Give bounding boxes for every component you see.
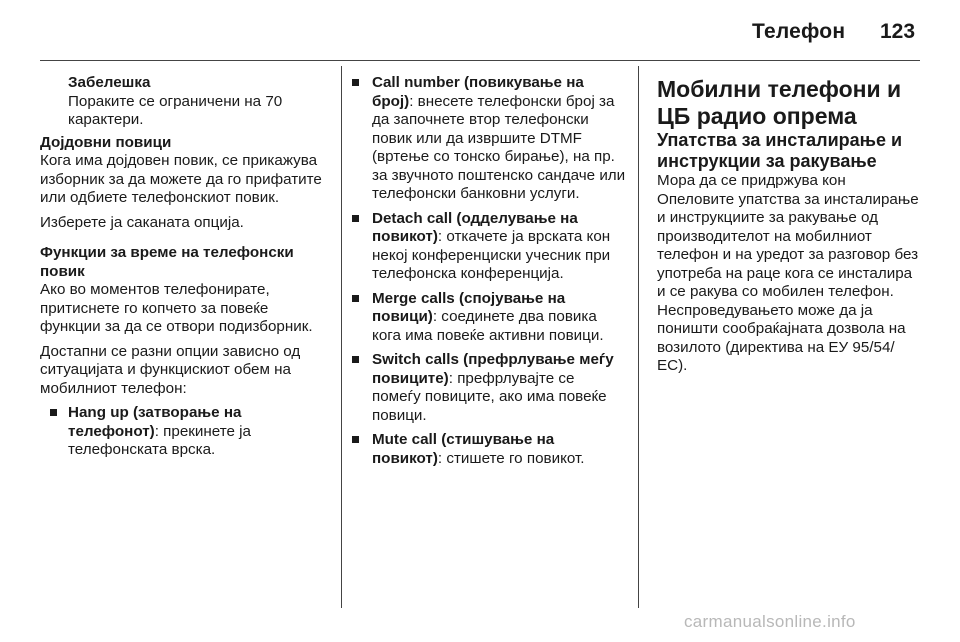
list-item-label: Merge calls (спојување на повици) — [372, 289, 566, 325]
bullet-icon — [352, 215, 359, 222]
installation-subheading: Упатства за инсталирање и инструкции за ракување — [657, 130, 903, 171]
installation-text: Мора да се придржува кон Опеловите упатства за инсталирање и инструкциите за ракување од производителот на мобилниот телефон и на уредот за разговор без употреба на раце кога се инсталира и се ракува со мобилен телефон. — [657, 172, 919, 300]
list-item — [344, 431, 626, 468]
note-title: Забелешка — [68, 74, 151, 91]
column-divider-2 — [638, 66, 639, 608]
watermark: carmanualsonline.info — [684, 612, 856, 631]
list-item-desc: : соединете два повика кога има повеќе активни повици. — [372, 308, 604, 344]
note-text: Пораките се ограничени на 70 карактери. — [68, 92, 283, 128]
list-item-desc: : стишете го повикот. — [437, 449, 585, 467]
note-box — [40, 74, 330, 130]
incoming-calls-choose: Изберете ја саканата опција. — [40, 213, 244, 231]
call-functions-options: Достапни се разни опции зависно од ситуацијата и функцискиот обем на мобилниот телефон: — [40, 342, 301, 397]
list-item — [344, 351, 626, 425]
list-item-desc: : откачете ја врската кон некој конференциски учесник при телефонска конференција. — [372, 228, 611, 282]
list-item-desc: : прекинете ја телефонската врска. — [68, 422, 252, 458]
call-options-list — [344, 74, 626, 468]
incoming-calls-heading: Дојдовни повици — [40, 133, 172, 151]
column-right — [657, 76, 923, 376]
list-item-label: Detach call (одделување на повикот) — [372, 209, 578, 245]
bullet-icon — [352, 79, 359, 86]
incoming-calls-text: Кога има дојдовен повик, се прикажува изборник за да можете да го прифатите или одбиете телефонскиот повик. — [40, 152, 322, 206]
list-item-label: Mute call (стишување на повикот) — [372, 431, 555, 467]
list-item — [344, 290, 626, 346]
list-item-label: Switch calls (префрлување меѓу повиците) — [372, 351, 614, 387]
call-functions-list — [40, 404, 330, 460]
bullet-icon — [50, 409, 57, 416]
page-number: 123 — [880, 20, 916, 43]
installation-warning: Неспроведувањето може да ја поништи сообраќајната дозвола на возилото (директива на ЕУ 95/54/ЕС). — [657, 301, 906, 374]
mobile-phones-heading: Мобилни телефони и ЦБ радио опрема — [657, 76, 902, 129]
bullet-icon — [352, 356, 359, 363]
list-item-label: Hang up (затворање на телефонот) — [68, 404, 242, 440]
header-divider — [40, 60, 920, 61]
list-item — [344, 210, 626, 284]
list-item-desc: : внесете телефонски број за да започнете втор телефонски повик или да извршите DTMF (вртење со тонско бирање), на пр. за звучното поштенско сандаче или телефонски банковни услуги. — [372, 92, 626, 202]
section-title: Телефон — [752, 20, 846, 43]
bullet-icon — [352, 436, 359, 443]
list-item — [344, 74, 626, 204]
column-divider-1 — [341, 66, 342, 608]
list-item-label: Call number (повикување на број) — [372, 74, 584, 110]
bullet-icon — [352, 295, 359, 302]
column-left — [40, 74, 330, 460]
call-functions-text: Ако во моментов телефонирате, притиснете го копчето за повеќе функции за да се отвори подизборник. — [40, 281, 313, 335]
column-middle — [344, 74, 626, 474]
call-functions-heading: Функции за време на телефонски повик — [40, 244, 294, 280]
list-item-desc: : префрлувајте се помеѓу повиците, ако има повеќе повици. — [372, 369, 607, 424]
list-item — [40, 404, 330, 460]
